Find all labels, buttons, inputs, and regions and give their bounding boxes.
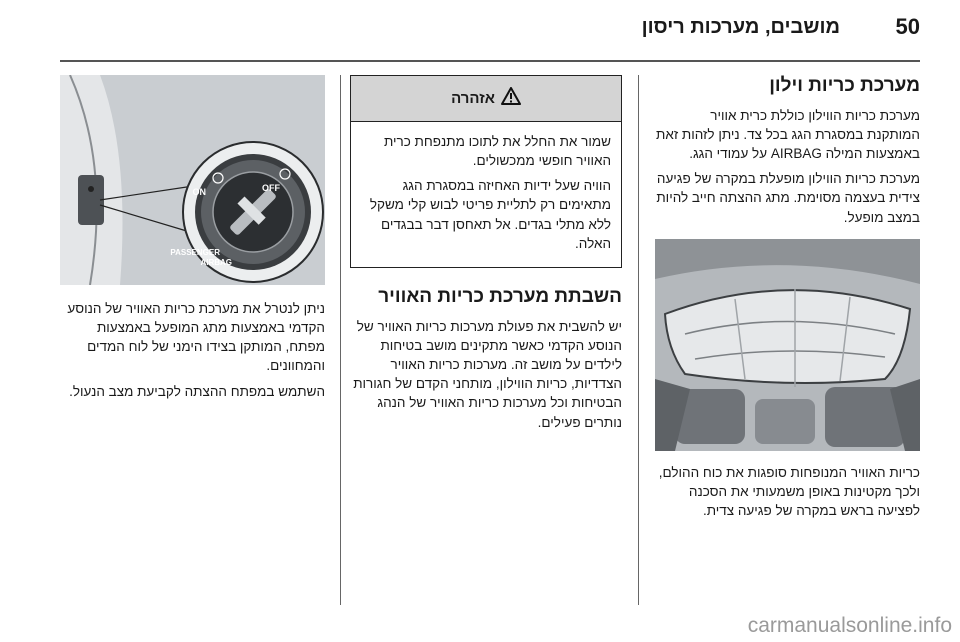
column-divider-right — [638, 75, 639, 605]
switch-on-label: ON — [192, 187, 206, 197]
warning-box — [350, 75, 622, 268]
switch-passenger-label: PASSENGER — [170, 248, 220, 257]
airbag-switch-illustration — [60, 75, 325, 285]
warning-triangle-icon — [501, 87, 521, 110]
page-header — [60, 14, 920, 50]
switch-paragraph-1: ניתן לנטרל את מערכת כריות האוויר של הנוסע הקדמי באמצעות מתג המופעל באמצעות מפתח, המותקן בצידו הימני של לוח המדים והמחוונים. — [67, 301, 325, 374]
watermark-text: carmanualsonline.info — [747, 614, 952, 637]
page-title: מושבים, מערכות ריסון — [641, 16, 840, 38]
switch-airbag-label: AIRBAG — [200, 258, 232, 267]
warning-body — [351, 122, 621, 267]
warning-header — [351, 76, 621, 122]
curtain-airbag-paragraph-1: מערכת כריות הווילון כוללת כרית אוויר המותקנת במסגרת הגג בכל צד. ניתן לזהות זאת באמצעות המילה AIRBAG על עמודי הגג. — [656, 107, 920, 162]
dashboard-switch-image — [60, 75, 325, 285]
curtain-airbag-paragraph-2: מערכת כריות הווילון מופעלת במקרה של פגיעה צידית בעצמה מסוימת. מתג ההצתה חייב להיות במצב מופעל. — [656, 171, 920, 225]
warning-paragraph-2: הוויה שעל ידיות האחיזה במסגרת הגג מתאימים רק לתליית פריטי לבוש קלי משקל ללא מתלי בגדים. אל תאחסן דבר בבגדים האלה. — [369, 178, 611, 251]
curtain-airbag-heading: מערכת כריות וילון — [769, 75, 920, 96]
right-column — [655, 75, 920, 526]
column-divider-left — [340, 75, 341, 605]
header-divider — [60, 60, 920, 62]
warning-label: אזהרה — [451, 90, 495, 107]
airbag-deactivation-heading: השבתת מערכת כריות האוויר — [378, 285, 622, 307]
left-column — [60, 75, 325, 407]
page-number: 50 — [895, 14, 920, 39]
switch-paragraph-2: השתמש במפתח ההצתה לקביעת מצב הנעול. — [69, 383, 325, 399]
car-interior-airbag-image — [655, 239, 920, 451]
switch-off-label: OFF — [262, 183, 280, 193]
middle-column — [350, 75, 622, 438]
curtain-airbag-caption: כריות האוויר המנופחות סופגות את כוח ההולם, ולכך מקטינות באופן משמעותי את הסכנה לפציעה בראש במקרה של פגיעה צדית. — [658, 464, 920, 519]
curtain-airbag-illustration — [655, 239, 920, 451]
airbag-deactivation-paragraph: יש להשבית את פעולת מערכות כריות האוויר של הנוסע הקדמי כאשר מתקינים מושב בטיחות לילדים על מושב זה. מערכות כריות האוויר הצדדיות, כריות הווילון, מותחני הקדם של חגורות הבטיחות וכל מערכות כריות האוויר של הנהג נותרים פעילים. — [353, 318, 622, 430]
warning-paragraph-1: שמור את החלל את לתוכו מתנפחת כרית האוויר חופשי ממכשולים. — [383, 134, 611, 169]
